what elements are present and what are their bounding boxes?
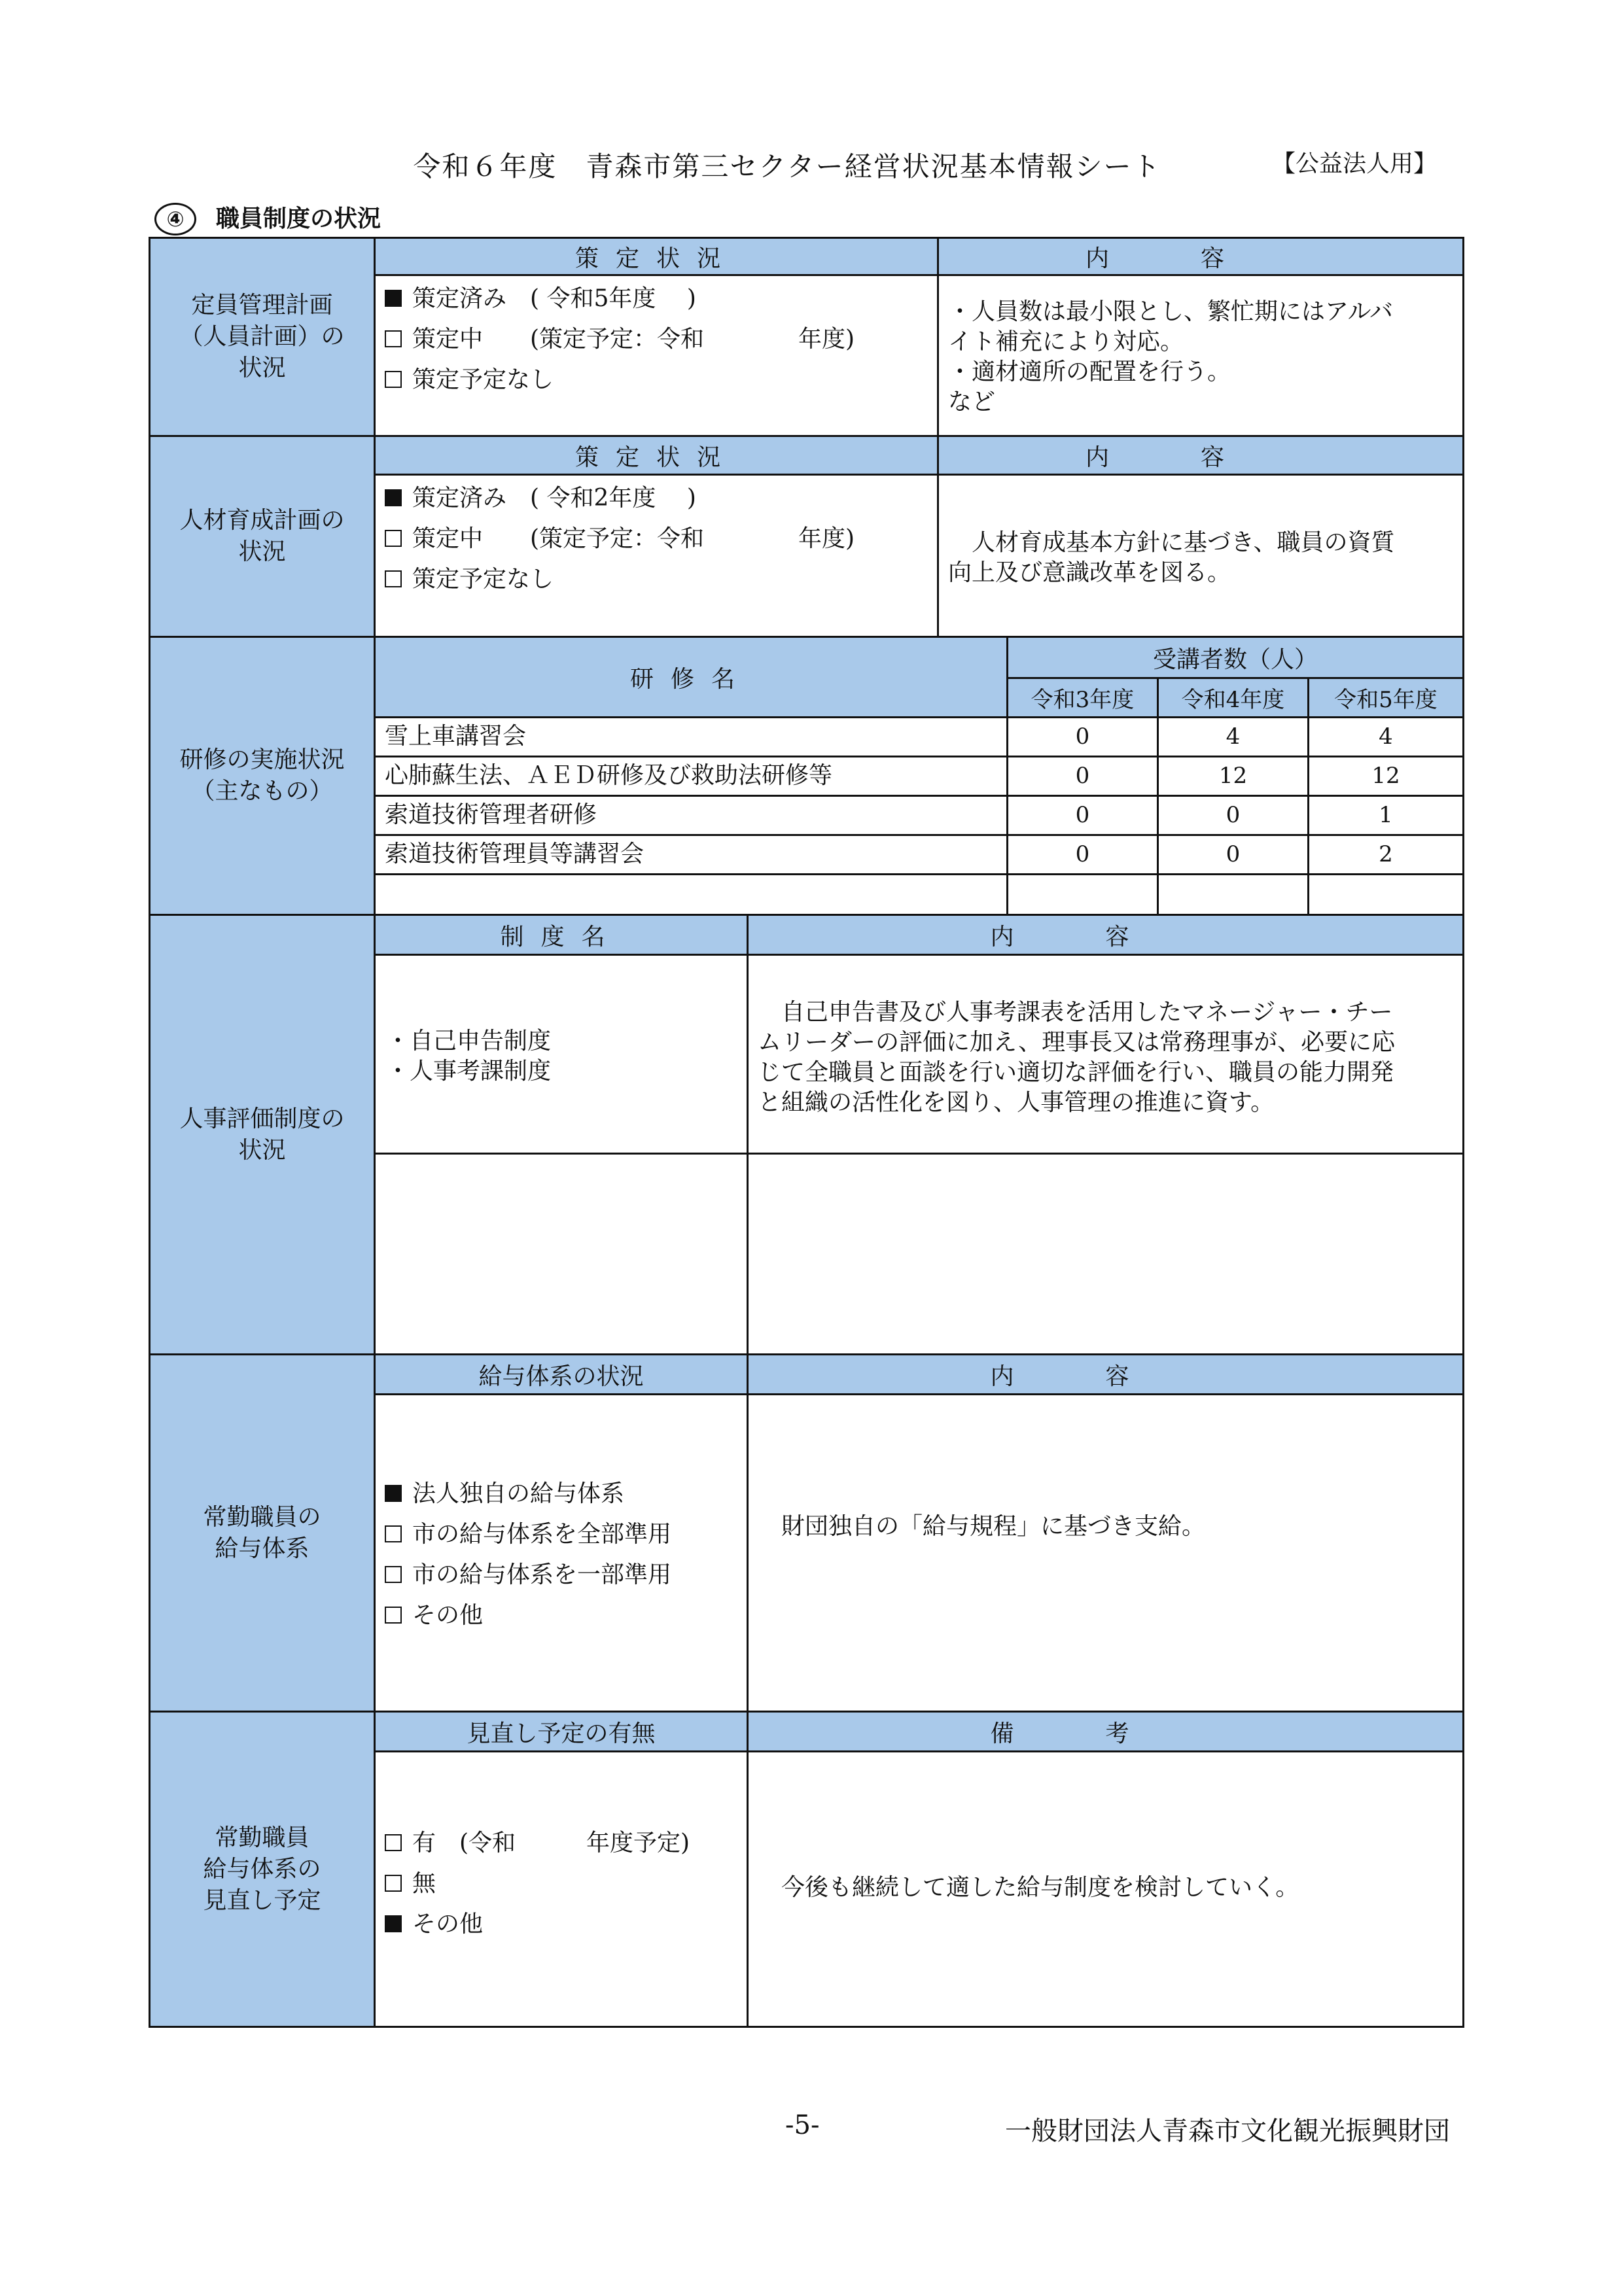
hr-content-header: 内容 [937,435,1464,476]
training-name: 雪上車講習会 [374,716,1008,757]
count-r4: 0 [1157,834,1309,875]
checkbox-empty-icon [385,1834,402,1851]
count-r3: 0 [1006,756,1159,797]
evaluation-system-empty [374,1153,749,1355]
year-header-r4: 令和4年度 [1157,677,1309,718]
count-r4: 12 [1157,756,1309,797]
checkbox-checked-icon [385,1915,402,1932]
checkbox-empty-icon [385,1607,402,1624]
option-no[interactable]: 無 [385,1864,747,1904]
hr-status-options [374,474,939,638]
staffing-status-header: 策定状況 [374,237,939,276]
checkbox-empty-icon [385,1525,402,1542]
checkbox-checked-icon [385,1485,402,1502]
salary-status-header: 給与体系の状況 [374,1353,749,1395]
checkbox-empty-icon [385,570,402,587]
evaluation-content: 自己申告書及び人事考課表を活用したマネージャー・チー ムリーダーの評価に加え、理事長又は常務理事が、必要に応 じて全職員と面談を行い適切な評価を行い、職員の能力開発 と組織の活性化を図り、人事管理の推進に資す。 [747,954,1464,1155]
option-established[interactable]: 策定済み ( 令和5年度 ) [385,279,937,319]
year-header-r5: 令和5年度 [1307,677,1464,718]
count-r3: 0 [1006,716,1159,757]
checkbox-empty-icon [385,1566,402,1583]
page-number: -5- [785,2110,820,2140]
organization-name: 一般財団法人青森市文化観光振興財団 [1005,2116,1450,2146]
review-plan-header: 見直し予定の有無 [374,1711,749,1752]
hr-plan-label: 人材育成計画の 状況 [149,435,376,638]
option-other[interactable]: その他 [385,1595,747,1636]
evaluation-label: 人事評価制度の 状況 [149,914,376,1355]
page-title: 令和６年度 青森市第三セクター経営状況基本情報シート [413,150,1161,183]
section-number: ④ [154,203,196,235]
year-header-r3: 令和3年度 [1006,677,1159,718]
checkbox-empty-icon [385,1875,402,1892]
option-not-planned[interactable]: 策定予定なし [385,559,937,600]
review-options [374,1750,749,2028]
staffing-content: ・人員数は最小限とし、繁忙期にはアルバ イト補充により対応。 ・適材適所の配置を行う。 など [937,274,1464,437]
hr-content: 人材育成基本方針に基づき、職員の資質 向上及び意識改革を図る。 [937,474,1464,638]
option-own-system[interactable]: 法人独自の給与体系 [385,1474,747,1514]
evaluation-system-header: 制度名 [374,914,749,956]
staffing-content-header: 内容 [937,237,1464,276]
salary-content-header: 内容 [747,1353,1464,1395]
training-name-header: 研修名 [374,636,1008,718]
option-other[interactable]: その他 [385,1904,747,1945]
count-r3: 0 [1006,795,1159,836]
review-label: 常勤職員 給与体系の 見直し予定 [149,1711,376,2028]
option-in-progress[interactable]: 策定中 (策定予定：令和 年度) [385,319,937,360]
evaluation-content-header: 内容 [747,914,1464,956]
training-name: 索道技術管理員等講習会 [374,834,1008,875]
salary-label: 常勤職員の 給与体系 [149,1353,376,1713]
count-r4: 4 [1157,716,1309,757]
salary-options [374,1393,749,1713]
option-established[interactable]: 策定済み ( 令和2年度 ) [385,478,937,519]
salary-content: 財団独自の「給与規程」に基づき支給。 [747,1393,1464,1713]
training-name: 索道技術管理者研修 [374,795,1008,836]
staffing-status-options [374,274,939,437]
count-r5: 2 [1307,834,1464,875]
option-city-full[interactable]: 市の給与体系を全部準用 [385,1514,747,1555]
training-count-header: 受講者数（人） [1006,636,1464,679]
training-label: 研修の実施状況 （主なもの） [149,636,376,916]
evaluation-content-empty [747,1153,1464,1355]
staffing-plan-label: 定員管理計画 （人員計画）の 状況 [149,237,376,437]
section-title: 職員制度の状況 [216,205,381,232]
option-in-progress[interactable]: 策定中 (策定予定：令和 年度) [385,519,937,559]
count-r5: 12 [1307,756,1464,797]
hr-status-header: 策定状況 [374,435,939,476]
checkbox-empty-icon [385,330,402,347]
option-not-planned[interactable]: 策定予定なし [385,360,937,400]
checkbox-checked-icon [385,489,402,506]
count-r5: 4 [1307,716,1464,757]
entity-type-tag: 【公益法人用】 [1271,150,1437,177]
checkbox-empty-icon [385,371,402,388]
checkbox-checked-icon [385,290,402,307]
option-yes[interactable]: 有 (令和 年度予定) [385,1823,747,1864]
count-r5: 1 [1307,795,1464,836]
count-r4: 0 [1157,795,1309,836]
option-city-partial[interactable]: 市の給与体系を一部準用 [385,1555,747,1595]
section-heading [154,200,381,235]
training-name: 心肺蘇生法、ＡＥＤ研修及び救助法研修等 [374,756,1008,797]
checkbox-empty-icon [385,530,402,547]
review-notes: 今後も継続して適した給与制度を検討していく。 [747,1750,1464,2028]
count-r3: 0 [1006,834,1159,875]
evaluation-systems: ・自己申告制度 ・人事考課制度 [374,954,749,1155]
review-notes-header: 備考 [747,1711,1464,1752]
